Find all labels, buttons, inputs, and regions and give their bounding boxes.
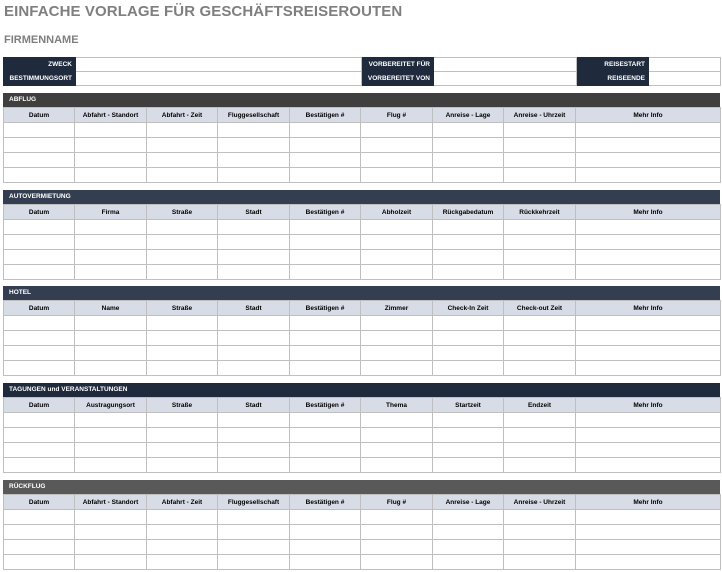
table-row <box>4 510 721 525</box>
table-cell[interactable] <box>147 525 218 540</box>
table-cell[interactable] <box>576 413 721 428</box>
table-cell[interactable] <box>218 346 290 361</box>
table-cell[interactable] <box>576 555 721 570</box>
table-row <box>4 153 721 168</box>
column-header: Flug # <box>361 108 433 123</box>
table-cell[interactable] <box>433 540 504 555</box>
meetings-section <box>3 383 720 473</box>
return-flight-section-title: RÜCKFLUG <box>3 480 720 494</box>
table-row <box>4 316 721 331</box>
table-cell[interactable] <box>433 138 504 153</box>
table-cell[interactable] <box>290 331 361 346</box>
table-cell[interactable] <box>290 413 361 428</box>
table-cell[interactable] <box>75 361 147 376</box>
table-cell[interactable] <box>4 443 75 458</box>
column-header: Straße <box>147 301 218 316</box>
table-cell[interactable] <box>361 168 433 183</box>
table-header-row <box>4 301 721 316</box>
column-header: Straße <box>147 398 218 413</box>
table-cell[interactable] <box>576 168 721 183</box>
departure-section-title: ABFLUG <box>3 93 720 107</box>
table-cell[interactable] <box>576 458 721 473</box>
destination-field[interactable] <box>76 72 362 86</box>
table-cell[interactable] <box>218 361 290 376</box>
table-cell[interactable] <box>433 153 504 168</box>
table-cell[interactable] <box>75 428 147 443</box>
table-cell[interactable] <box>361 138 433 153</box>
column-header: Stadt <box>218 398 290 413</box>
table-cell[interactable] <box>433 331 504 346</box>
column-header: Abfahrt - Standort <box>75 108 147 123</box>
table-cell[interactable] <box>4 525 75 540</box>
table-cell[interactable] <box>361 540 433 555</box>
purpose-label: ZWECK <box>4 58 76 72</box>
table-row <box>4 123 721 138</box>
table-cell[interactable] <box>361 555 433 570</box>
table-cell[interactable] <box>290 123 361 138</box>
purpose-field[interactable] <box>76 58 362 72</box>
table-row <box>4 250 721 265</box>
table-cell[interactable] <box>433 525 504 540</box>
table-cell[interactable] <box>218 168 290 183</box>
table-cell[interactable] <box>75 250 147 265</box>
table-cell[interactable] <box>75 540 147 555</box>
table-cell[interactable] <box>576 138 721 153</box>
table-cell[interactable] <box>4 555 75 570</box>
car-rental-section-title: AUTOVERMIETUNG <box>3 190 720 204</box>
table-row <box>4 458 721 473</box>
table-cell[interactable] <box>75 168 147 183</box>
table-cell[interactable] <box>576 265 721 280</box>
table-cell[interactable] <box>576 510 721 525</box>
meetings-table <box>3 397 721 473</box>
table-cell[interactable] <box>218 458 290 473</box>
table-cell[interactable] <box>147 428 218 443</box>
table-cell[interactable] <box>361 250 433 265</box>
table-cell[interactable] <box>361 316 433 331</box>
table-header-row <box>4 398 721 413</box>
table-cell[interactable] <box>147 265 218 280</box>
meetings-section-title: TAGUNGEN und VERANSTALTUNGEN <box>3 383 720 397</box>
table-cell[interactable] <box>218 555 290 570</box>
column-header: Straße <box>147 205 218 220</box>
column-header: Zimmer <box>361 301 433 316</box>
table-cell[interactable] <box>504 138 576 153</box>
table-cell[interactable] <box>504 331 576 346</box>
table-cell[interactable] <box>290 265 361 280</box>
table-cell[interactable] <box>361 510 433 525</box>
table-cell[interactable] <box>147 510 218 525</box>
table-cell[interactable] <box>433 346 504 361</box>
table-cell[interactable] <box>75 123 147 138</box>
table-cell[interactable] <box>576 525 721 540</box>
column-header: Mehr Info <box>576 108 721 123</box>
table-cell[interactable] <box>433 361 504 376</box>
column-header: Stadt <box>218 301 290 316</box>
table-cell[interactable] <box>361 525 433 540</box>
column-header: Bestätigen # <box>290 301 361 316</box>
table-cell[interactable] <box>218 540 290 555</box>
column-header: Anreise - Uhrzeit <box>504 108 576 123</box>
table-cell[interactable] <box>147 153 218 168</box>
return-flight-section <box>3 480 720 570</box>
table-cell[interactable] <box>504 123 576 138</box>
table-cell[interactable] <box>361 346 433 361</box>
column-header: Thema <box>361 398 433 413</box>
table-cell[interactable] <box>504 510 576 525</box>
table-cell[interactable] <box>4 220 75 235</box>
prepared-for-label: VORBEREITET FÜR <box>362 58 434 72</box>
table-cell[interactable] <box>75 346 147 361</box>
table-cell[interactable] <box>4 265 75 280</box>
table-cell[interactable] <box>4 123 75 138</box>
column-header: Anreise - Uhrzeit <box>504 495 576 510</box>
column-header: Mehr Info <box>576 398 721 413</box>
table-cell[interactable] <box>504 153 576 168</box>
table-cell[interactable] <box>147 346 218 361</box>
column-header: Check-In Zeit <box>433 301 504 316</box>
column-header: Austragungsort <box>75 398 147 413</box>
table-cell[interactable] <box>433 123 504 138</box>
trip-info-table <box>3 57 721 86</box>
table-cell[interactable] <box>218 220 290 235</box>
table-cell[interactable] <box>576 346 721 361</box>
table-cell[interactable] <box>218 428 290 443</box>
table-cell[interactable] <box>504 525 576 540</box>
table-row <box>4 361 721 376</box>
table-row <box>4 443 721 458</box>
column-header: Abfahrt - Zeit <box>147 108 218 123</box>
table-cell[interactable] <box>290 168 361 183</box>
column-header: Abholzeit <box>361 205 433 220</box>
table-cell[interactable] <box>218 316 290 331</box>
table-cell[interactable] <box>290 346 361 361</box>
trip-start-field[interactable] <box>649 58 721 72</box>
table-cell[interactable] <box>75 443 147 458</box>
column-header: Anreise - Lage <box>433 108 504 123</box>
table-cell[interactable] <box>504 443 576 458</box>
table-cell[interactable] <box>504 168 576 183</box>
return-flight-table <box>3 494 721 570</box>
page-title: EINFACHE VORLAGE FÜR GESCHÄFTSREISEROUTEN <box>4 3 403 20</box>
table-row <box>4 265 721 280</box>
hotel-table <box>3 300 721 376</box>
table-cell[interactable] <box>361 361 433 376</box>
table-cell[interactable] <box>75 316 147 331</box>
table-cell[interactable] <box>147 458 218 473</box>
table-cell[interactable] <box>75 265 147 280</box>
table-cell[interactable] <box>361 428 433 443</box>
column-header: Check-out Zeit <box>504 301 576 316</box>
trip-start-label: REISESTART <box>577 58 649 72</box>
table-cell[interactable] <box>361 331 433 346</box>
table-cell[interactable] <box>147 168 218 183</box>
table-cell[interactable] <box>75 138 147 153</box>
table-cell[interactable] <box>147 138 218 153</box>
table-cell[interactable] <box>218 123 290 138</box>
column-header: Startzeit <box>433 398 504 413</box>
table-cell[interactable] <box>147 361 218 376</box>
table-cell[interactable] <box>4 250 75 265</box>
table-cell[interactable] <box>433 555 504 570</box>
table-cell[interactable] <box>290 250 361 265</box>
table-cell[interactable] <box>4 346 75 361</box>
table-cell[interactable] <box>290 525 361 540</box>
table-cell[interactable] <box>361 235 433 250</box>
table-cell[interactable] <box>4 168 75 183</box>
table-cell[interactable] <box>504 361 576 376</box>
column-header: Bestätigen # <box>290 108 361 123</box>
table-cell[interactable] <box>147 555 218 570</box>
table-cell[interactable] <box>504 458 576 473</box>
column-header: Name <box>75 301 147 316</box>
car-rental-table <box>3 204 721 280</box>
company-name[interactable]: FIRMENNAME <box>4 34 79 46</box>
table-cell[interactable] <box>433 265 504 280</box>
table-cell[interactable] <box>4 458 75 473</box>
table-cell[interactable] <box>504 235 576 250</box>
column-header: Bestätigen # <box>290 205 361 220</box>
table-cell[interactable] <box>147 220 218 235</box>
table-cell[interactable] <box>433 413 504 428</box>
column-header: Anreise - Lage <box>433 495 504 510</box>
table-cell[interactable] <box>433 235 504 250</box>
column-header: Datum <box>4 398 75 413</box>
column-header: Stadt <box>218 205 290 220</box>
table-cell[interactable] <box>576 361 721 376</box>
table-cell[interactable] <box>147 331 218 346</box>
table-row <box>4 346 721 361</box>
table-cell[interactable] <box>75 220 147 235</box>
table-cell[interactable] <box>75 331 147 346</box>
table-row <box>4 138 721 153</box>
car-rental-section <box>3 190 720 280</box>
table-row <box>4 540 721 555</box>
table-cell[interactable] <box>433 510 504 525</box>
table-cell[interactable] <box>433 168 504 183</box>
table-cell[interactable] <box>147 443 218 458</box>
table-cell[interactable] <box>504 428 576 443</box>
table-cell[interactable] <box>4 331 75 346</box>
column-header: Bestätigen # <box>290 495 361 510</box>
table-cell[interactable] <box>433 443 504 458</box>
table-cell[interactable] <box>147 540 218 555</box>
table-row <box>4 555 721 570</box>
table-cell[interactable] <box>4 428 75 443</box>
table-cell[interactable] <box>4 316 75 331</box>
column-header: Mehr Info <box>576 495 721 510</box>
table-cell[interactable] <box>576 250 721 265</box>
table-cell[interactable] <box>218 510 290 525</box>
table-cell[interactable] <box>218 331 290 346</box>
table-cell[interactable] <box>504 250 576 265</box>
table-cell[interactable] <box>218 413 290 428</box>
prepared-by-field[interactable] <box>434 72 577 86</box>
table-header-row <box>4 108 721 123</box>
table-cell[interactable] <box>504 346 576 361</box>
table-cell[interactable] <box>147 316 218 331</box>
table-cell[interactable] <box>576 428 721 443</box>
prepared-by-label: VORBEREITET VON <box>362 72 434 86</box>
column-header: Bestätigen # <box>290 398 361 413</box>
table-cell[interactable] <box>218 138 290 153</box>
column-header: Fluggesellschaft <box>218 108 290 123</box>
table-cell[interactable] <box>4 235 75 250</box>
table-cell[interactable] <box>75 235 147 250</box>
column-header: Firma <box>75 205 147 220</box>
hotel-section <box>3 286 720 376</box>
table-cell[interactable] <box>147 250 218 265</box>
table-cell[interactable] <box>290 458 361 473</box>
table-cell[interactable] <box>504 555 576 570</box>
trip-end-field[interactable] <box>649 72 721 86</box>
table-cell[interactable] <box>504 220 576 235</box>
destination-label: BESTIMMUNGSORT <box>4 72 76 86</box>
table-row <box>4 525 721 540</box>
table-cell[interactable] <box>290 428 361 443</box>
table-cell[interactable] <box>361 458 433 473</box>
column-header: Endzeit <box>504 398 576 413</box>
table-cell[interactable] <box>4 510 75 525</box>
table-cell[interactable] <box>504 265 576 280</box>
table-cell[interactable] <box>290 138 361 153</box>
column-header: Datum <box>4 205 75 220</box>
table-cell[interactable] <box>4 361 75 376</box>
table-cell[interactable] <box>433 316 504 331</box>
column-header: Mehr Info <box>576 205 721 220</box>
table-cell[interactable] <box>504 540 576 555</box>
departure-section <box>3 93 720 183</box>
table-cell[interactable] <box>75 555 147 570</box>
hotel-section-title: HOTEL <box>3 286 720 300</box>
table-cell[interactable] <box>361 265 433 280</box>
table-cell[interactable] <box>433 458 504 473</box>
prepared-for-field[interactable] <box>434 58 577 72</box>
column-header: Datum <box>4 495 75 510</box>
table-cell[interactable] <box>576 123 721 138</box>
table-cell[interactable] <box>218 443 290 458</box>
column-header: Mehr Info <box>576 301 721 316</box>
table-cell[interactable] <box>433 220 504 235</box>
table-cell[interactable] <box>576 316 721 331</box>
table-cell[interactable] <box>576 220 721 235</box>
trip-end-label: REISEENDE <box>577 72 649 86</box>
column-header: Flug # <box>361 495 433 510</box>
column-header: Abfahrt - Standort <box>75 495 147 510</box>
table-cell[interactable] <box>147 413 218 428</box>
table-cell[interactable] <box>290 361 361 376</box>
table-cell[interactable] <box>290 316 361 331</box>
table-header-row <box>4 205 721 220</box>
table-header-row <box>4 495 721 510</box>
table-row <box>4 331 721 346</box>
column-header: Abfahrt - Zeit <box>147 495 218 510</box>
table-cell[interactable] <box>4 540 75 555</box>
table-row <box>4 413 721 428</box>
table-cell[interactable] <box>361 123 433 138</box>
table-cell[interactable] <box>75 525 147 540</box>
table-cell[interactable] <box>361 220 433 235</box>
table-cell[interactable] <box>576 153 721 168</box>
table-cell[interactable] <box>290 443 361 458</box>
table-cell[interactable] <box>290 555 361 570</box>
column-header: Datum <box>4 108 75 123</box>
table-cell[interactable] <box>147 123 218 138</box>
column-header: Rückgabedatum <box>433 205 504 220</box>
column-header: Rückkehrzeit <box>504 205 576 220</box>
table-row <box>4 220 721 235</box>
table-cell[interactable] <box>433 250 504 265</box>
table-cell[interactable] <box>75 458 147 473</box>
table-cell[interactable] <box>4 153 75 168</box>
table-cell[interactable] <box>4 413 75 428</box>
table-cell[interactable] <box>218 525 290 540</box>
table-cell[interactable] <box>75 510 147 525</box>
table-cell[interactable] <box>290 220 361 235</box>
table-cell[interactable] <box>504 316 576 331</box>
table-cell[interactable] <box>290 540 361 555</box>
table-cell[interactable] <box>218 153 290 168</box>
table-cell[interactable] <box>75 413 147 428</box>
table-cell[interactable] <box>218 250 290 265</box>
table-cell[interactable] <box>576 540 721 555</box>
table-cell[interactable] <box>75 153 147 168</box>
table-cell[interactable] <box>290 235 361 250</box>
table-row <box>4 235 721 250</box>
table-cell[interactable] <box>4 138 75 153</box>
table-cell[interactable] <box>290 510 361 525</box>
departure-table <box>3 107 721 183</box>
table-cell[interactable] <box>576 443 721 458</box>
table-cell[interactable] <box>504 413 576 428</box>
table-cell[interactable] <box>290 153 361 168</box>
table-cell[interactable] <box>361 443 433 458</box>
table-row <box>4 168 721 183</box>
table-cell[interactable] <box>576 331 721 346</box>
table-cell[interactable] <box>218 265 290 280</box>
table-cell[interactable] <box>218 235 290 250</box>
column-header: Datum <box>4 301 75 316</box>
table-row <box>4 428 721 443</box>
table-cell[interactable] <box>147 235 218 250</box>
table-cell[interactable] <box>576 235 721 250</box>
table-cell[interactable] <box>361 153 433 168</box>
table-cell[interactable] <box>433 428 504 443</box>
table-cell[interactable] <box>361 413 433 428</box>
column-header: Fluggesellschaft <box>218 495 290 510</box>
